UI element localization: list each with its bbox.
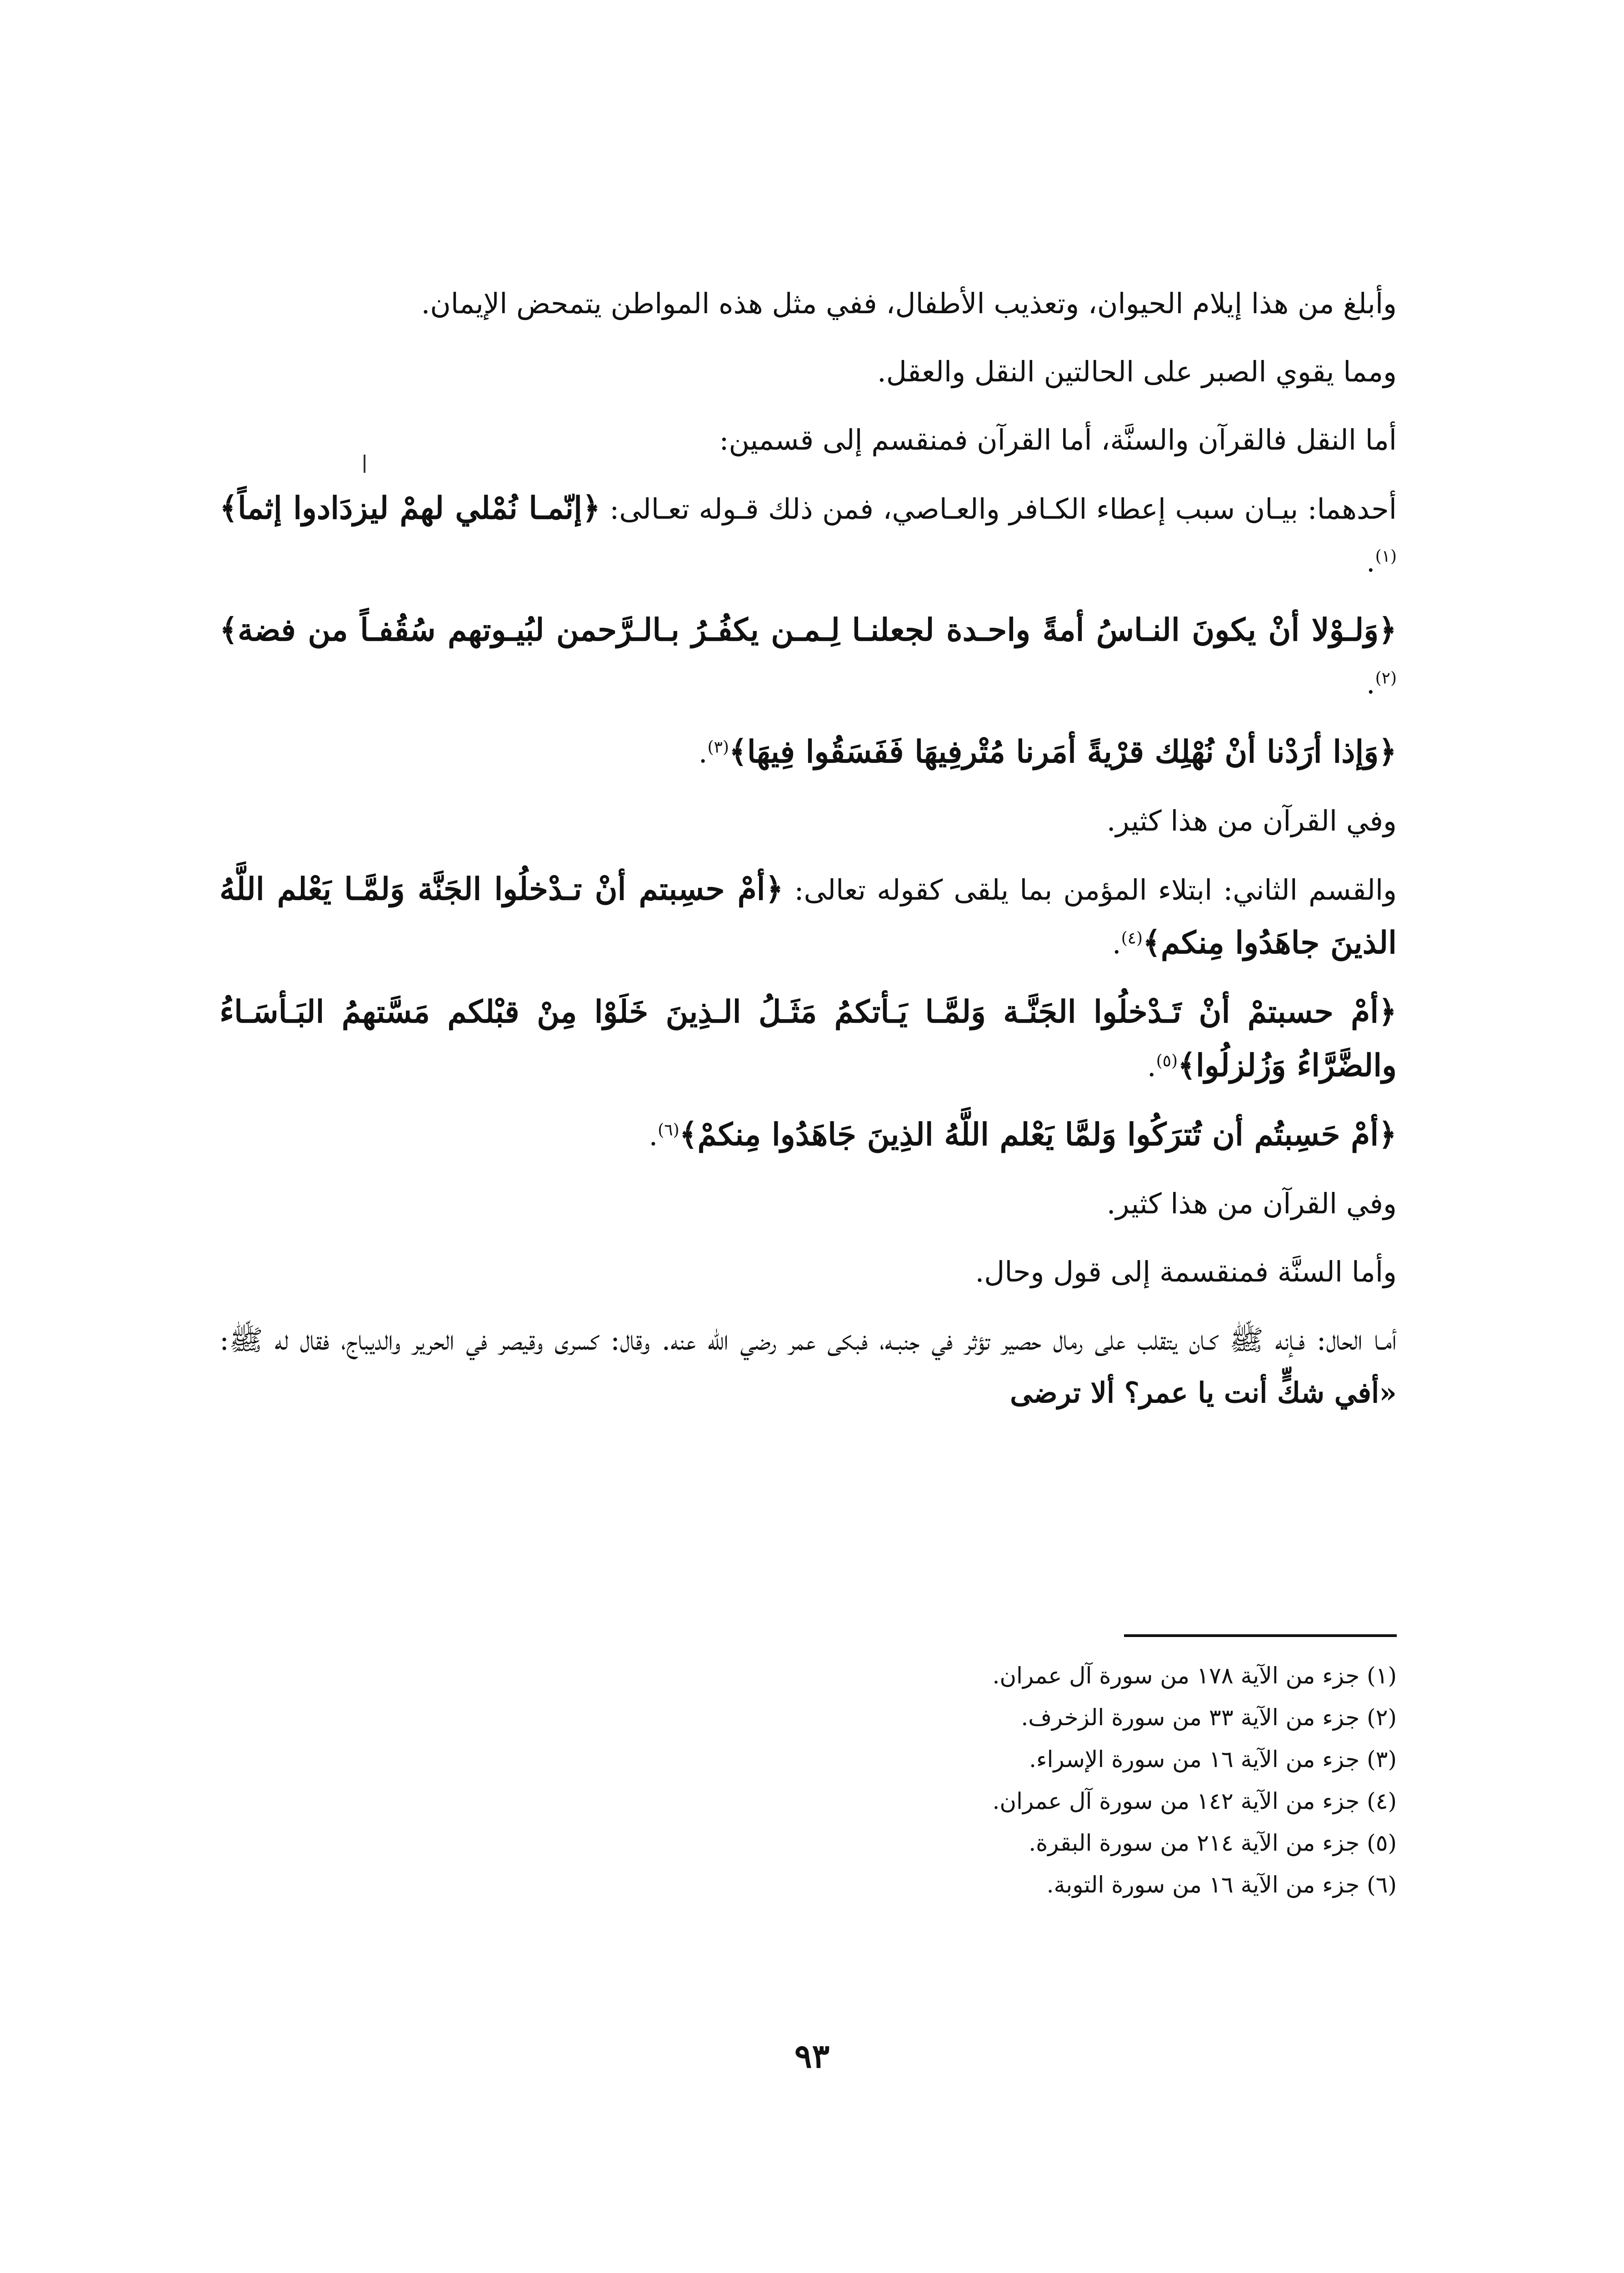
quran-verse-3: ﴿وَإذا أرَدْنا أنْ نُهْلِك قرْيةً أمَرنا مُتْرفِيهَا فَفَسَقُوا فِيهَا﴾ [729, 734, 1397, 770]
paragraph-4-text: أحدهما: بيـان سبب إعطاء الكـافر والعـاصي، فمن ذلك قـوله تعـالى: [600, 492, 1397, 526]
paragraph-2 [220, 345, 1397, 398]
footnote-ref-4: (٤) [1121, 929, 1143, 948]
quran-verse-1: ﴿إنّمـا نُمْلي لهمْ ليزدَادوا إثماً﴾ [220, 490, 600, 526]
paragraph-12 [220, 1246, 1397, 1298]
paragraph-1 [220, 277, 1397, 330]
footnote-5: (٥) جزء من الآية ٢١٤ من سورة البقرة. [1029, 1830, 1397, 1856]
paragraph-6: ﴿وَإذا أرَدْنا أنْ نُهْلِك قرْيةً أمَرنا مُتْرفِيهَا فَفَسَقُوا فِيهَا﴾$^{(٣)}$. [698, 734, 1397, 770]
paragraph-5: ﴿وَلـوْلا أنْ يكونَ النـاسُ أمةً واحـدة لجعلنـا لِـمـن يكفُـرُ بـالـرَّحمن لبُيـوتهم سُقُفـاً من فضة﴾$^{(٢)}$. [220, 612, 1397, 700]
paragraph-9: ﴿أمْ حسبتمْ أنْ تَـدْخلُوا الجَنَّـة وَلمَّـا يَـأتكمُ مَثَـلُ الـذِينَ خَلَوْا مِنْ قبْلكم مَسَّتهمُ البَـأسَـاءُ والضَّرَّاءُ وَزُلزلُوا﴾$^{(٥)}$. [220, 994, 1397, 1084]
paragraph-10: ﴿أمْ حَسِبتُم أن تُترَكُوا وَلمَّا يَعْلم اللَّهُ الذِينَ جَاهَدُوا مِنكمْ﴾$^{(٦)}$. [649, 1116, 1397, 1153]
paragraph-7-text: وفي القرآن من هذا كثير. [1106, 804, 1397, 837]
quran-verse-2: ﴿وَلـوْلا أنْ يكونَ النـاسُ أمةً واحـدة لجعلنـا لِـمـن يكفُـرُ بـالـرَّحمن لبُيـوتهم سُقُفـاً من فضة﴾ [220, 612, 1397, 648]
quran-verse-5: ﴿أمْ حسبتمْ أنْ تَـدْخلُوا الجَنَّـة وَلمَّـا يَـأتكمُ مَثَـلُ الـذِينَ خَلَوْا مِنْ قبْلكم مَسَّتهمُ البَـأسَـاءُ والضَّرَّاءُ وَزُلزلُوا﴾ [220, 994, 1397, 1084]
footnote-ref-6: (٦) [658, 1121, 680, 1140]
paragraph-4: أحدهما: بيـان سبب إعطاء الكـافر والعـاصي، فمن ذلك قـوله تعـالى: ﴿إنّمـا نُمْلي لهمْ ليزدَادوا إثماً﴾$^{(١)}$. [220, 490, 1397, 578]
footnote-6: (٦) جزء من الآية ١٦ من سورة التوبة. [1046, 1872, 1397, 1898]
quran-verse-4: ﴿أمْ حسِبتم أنْ تـدْخلُوا الجَنَّة وَلمَّـا يَعْلم اللَّهُ الذينَ جاهَدُوا مِنكم﴾ [220, 871, 1397, 961]
paragraph-8-text: والقسم الثاني: ابتلاء المؤمن بما يلقى كقوله تعالى: [783, 873, 1397, 906]
footnote-ref-2: (٢) [1375, 669, 1397, 688]
paragraph-3-text: أما النقل فالقرآن والسنَّة، أما القرآن فمنقسم إلى قسمين: [719, 423, 1397, 456]
paragraph-11 [220, 1177, 1397, 1230]
paragraph-3 [220, 414, 1397, 466]
paragraph-7 [220, 795, 1397, 847]
footnotes [220, 1655, 1397, 1906]
main-text [220, 277, 1397, 1435]
paragraph-11-text: وفي القرآن من هذا كثير. [1106, 1187, 1397, 1220]
footnote-ref-3: (٣) [707, 738, 729, 757]
paragraph-2-text: ومما يقوي الصبر على الحالتين النقل والعقل. [877, 355, 1397, 388]
footnote-1: (١) جزء من الآية ١٧٨ من سورة آل عمران. [992, 1662, 1397, 1689]
paragraph-13 [220, 1314, 1397, 1419]
footnote-4: (٤) جزء من الآية ١٤٢ من سورة آل عمران. [992, 1788, 1397, 1814]
paragraph-8: والقسم الثاني: ابتلاء المؤمن بما يلقى كقوله تعالى: ﴿أمْ حسِبتم أنْ تـدْخلُوا الجَنَّة وَلمَّـا يَعْلم اللَّهُ الذينَ جاهَدُوا مِنكم﴾$^{(٤)}$. [220, 871, 1397, 961]
footnote-ref-5: (٥) [1156, 1051, 1178, 1071]
paragraph-13-text: أمـا الحال: فـإنه ﷺ كـان يتقلب على رمال حصير تؤثر في جنبـه، فبكى عمر رضي الله عنه. وقال: كسرى وقيصر في الحرير والديباج، فقال له ﷺ: [220, 1323, 1397, 1357]
page-number: ٩٣ [794, 2037, 830, 2075]
paragraph-1-text: وأبلغ من هذا إيلام الحيوان، وتعذيب الأطفال، ففي مثل هذه المواطن يتمحض الإيمان. [421, 287, 1397, 320]
footnote-3: (٣) جزء من الآية ١٦ من سورة الإسراء. [1029, 1746, 1397, 1772]
hadith-quote: «أفي شكٍّ أنت يا عمر؟ ألا ترضى [1010, 1376, 1397, 1409]
paragraph-12-text: وأما السنَّة فمنقسمة إلى قول وحال. [975, 1255, 1397, 1288]
quran-verse-6: ﴿أمْ حَسِبتُم أن تُترَكُوا وَلمَّا يَعْلم اللَّهُ الذِينَ جَاهَدُوا مِنكمْ﴾ [679, 1116, 1397, 1153]
footnote-ref-1: (١) [1375, 547, 1397, 566]
footnote-2: (٢) جزء من الآية ٣٣ من سورة الزخرف. [1021, 1704, 1397, 1731]
footnote-separator [1124, 1634, 1397, 1637]
